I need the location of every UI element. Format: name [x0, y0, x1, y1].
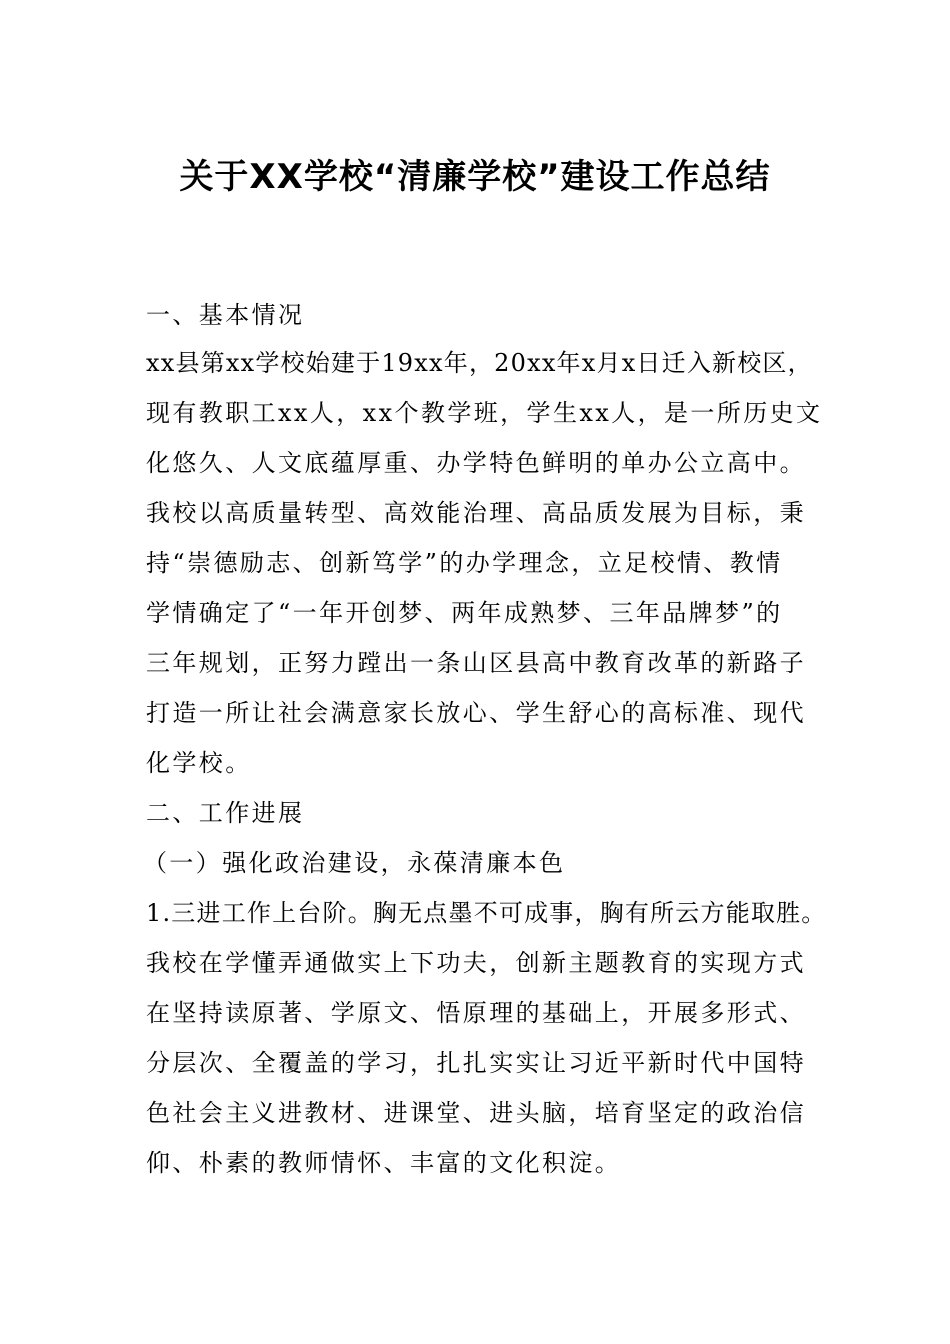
subsection-heading: （一）强化政治建设，永葆清廉本色 [143, 849, 566, 877]
paragraph-line: 分层次、全覆盖的学习，扎扎实实让习近平新时代中国特 [146, 1049, 806, 1077]
section-heading-work-progress: 二、工作进展 [146, 799, 305, 827]
paragraph-line: 化悠久、人文底蕴厚重、办学特色鲜明的单办公立高中。 [146, 449, 806, 477]
paragraph-line: 学情确定了“一年开创梦、两年成熟梦、三年品牌梦”的 [146, 599, 783, 627]
paragraph-line: 色社会主义进教材、进课堂、进头脑，培育坚定的政治信 [146, 1099, 806, 1127]
paragraph-line: xx县第xx学校始建于19xx年，20xx年x月x日迁入新校区， [146, 349, 813, 377]
paragraph-line: 我校在学懂弄通做实上下功夫，创新主题教育的实现方式 [146, 949, 806, 977]
section-heading-basic-situation: 一、基本情况 [146, 301, 305, 329]
paragraph-line: 在坚持读原著、学原文、悟原理的基础上，开展多形式、 [146, 999, 806, 1027]
paragraph-line: 仰、朴素的教师情怀、丰富的文化积淀。 [146, 1149, 622, 1177]
paragraph-line: 三年规划，正努力蹚出一条山区县高中教育改革的新路子 [146, 649, 806, 677]
document-title: 关于XX学校“清廉学校”建设工作总结 [179, 157, 771, 197]
paragraph-line: 1.三进工作上台阶。胸无点墨不可成事，胸有所云方能取胜。 [146, 899, 827, 927]
paragraph-line: 打造一所让社会满意家长放心、学生舒心的高标准、现代 [146, 699, 806, 727]
paragraph-line: 我校以高质量转型、高效能治理、高品质发展为目标，秉 [146, 499, 806, 527]
paragraph-line: 持“崇德励志、创新笃学”的办学理念，立足校情、教情 [146, 549, 783, 577]
paragraph-line: 现有教职工xx人，xx个教学班，学生xx人，是一所历史文 [146, 399, 823, 427]
paragraph-line: 化学校。 [146, 749, 252, 777]
